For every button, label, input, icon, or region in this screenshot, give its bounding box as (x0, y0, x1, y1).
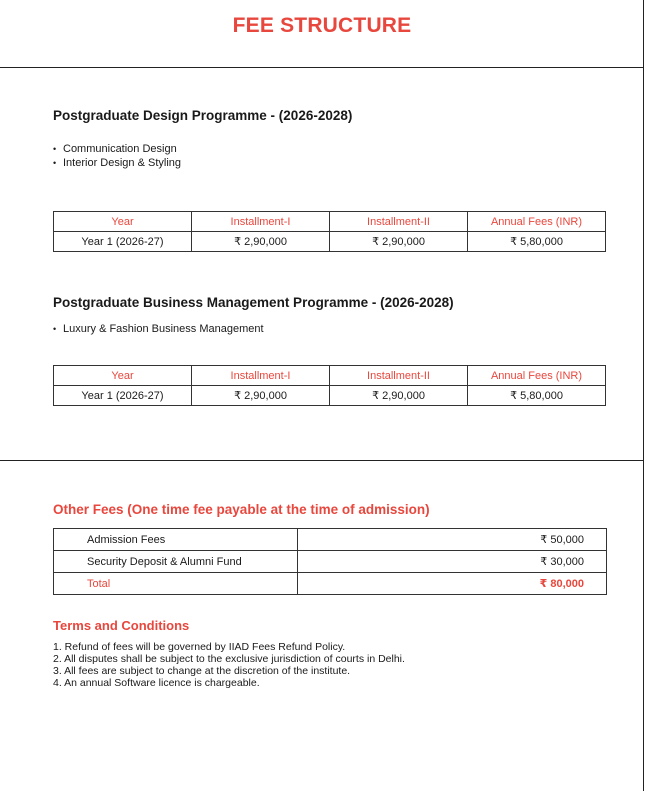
total-label: Total (54, 573, 298, 595)
business-programme-heading: Postgraduate Business Management Programme - (2026-2028) (53, 295, 454, 310)
list-item: • Communication Design (53, 142, 181, 156)
header-installment-2: Installment-II (330, 366, 468, 386)
fee-amount: ₹ 30,000 (298, 551, 607, 573)
cell-annual-fees: ₹ 5,80,000 (468, 232, 606, 252)
business-course-list (53, 322, 264, 336)
terms-item: 2. All disputes shall be subject to the exclusive jurisdiction of courts in Delhi. (53, 653, 405, 665)
header-installment-2: Installment-II (330, 212, 468, 232)
header-divider (0, 67, 644, 68)
header-installment-1: Installment-I (192, 366, 330, 386)
design-programme-heading: Postgraduate Design Programme - (2026-2028) (53, 108, 353, 123)
table-row (54, 386, 606, 406)
list-item: • Luxury & Fashion Business Management (53, 322, 264, 336)
terms-item: 1. Refund of fees will be governed by IIAD Fees Refund Policy. (53, 641, 346, 653)
cell-installment-1: ₹ 2,90,000 (192, 386, 330, 406)
header-year: Year (54, 212, 192, 232)
terms-heading: Terms and Conditions (53, 618, 190, 633)
table-row (54, 529, 607, 551)
page-title: FEE STRUCTURE (232, 14, 412, 37)
list-item: • Interior Design & Styling (53, 156, 181, 170)
other-fees-table (53, 528, 607, 595)
terms-list (53, 641, 405, 689)
total-row (54, 573, 607, 595)
table-header-row (54, 212, 606, 232)
cell-year: Year 1 (2026-27) (54, 386, 192, 406)
page-right-border (643, 0, 644, 791)
header-annual-fees: Annual Fees (INR) (468, 212, 606, 232)
table-header-row (54, 366, 606, 386)
cell-installment-1: ₹ 2,90,000 (192, 232, 330, 252)
table-row (54, 551, 607, 573)
cell-installment-2: ₹ 2,90,000 (330, 386, 468, 406)
header-year: Year (54, 366, 192, 386)
header-annual-fees: Annual Fees (INR) (468, 366, 606, 386)
total-amount: ₹ 80,000 (298, 573, 607, 595)
terms-item: 3. All fees are subject to change at the discretion of the institute. (53, 665, 351, 677)
fee-label: Admission Fees (54, 529, 298, 551)
other-fees-heading: Other Fees (One time fee payable at the time of admission) (53, 502, 430, 517)
cell-installment-2: ₹ 2,90,000 (330, 232, 468, 252)
header-installment-1: Installment-I (192, 212, 330, 232)
cell-year: Year 1 (2026-27) (54, 232, 192, 252)
fee-amount: ₹ 50,000 (298, 529, 607, 551)
section-divider (0, 460, 644, 461)
business-fee-table (53, 365, 606, 406)
cell-annual-fees: ₹ 5,80,000 (468, 386, 606, 406)
terms-item: 4. An annual Software licence is chargeable. (53, 677, 260, 689)
fee-label: Security Deposit & Alumni Fund (54, 551, 298, 573)
design-course-list (53, 142, 181, 170)
design-fee-table (53, 211, 606, 252)
table-row (54, 232, 606, 252)
